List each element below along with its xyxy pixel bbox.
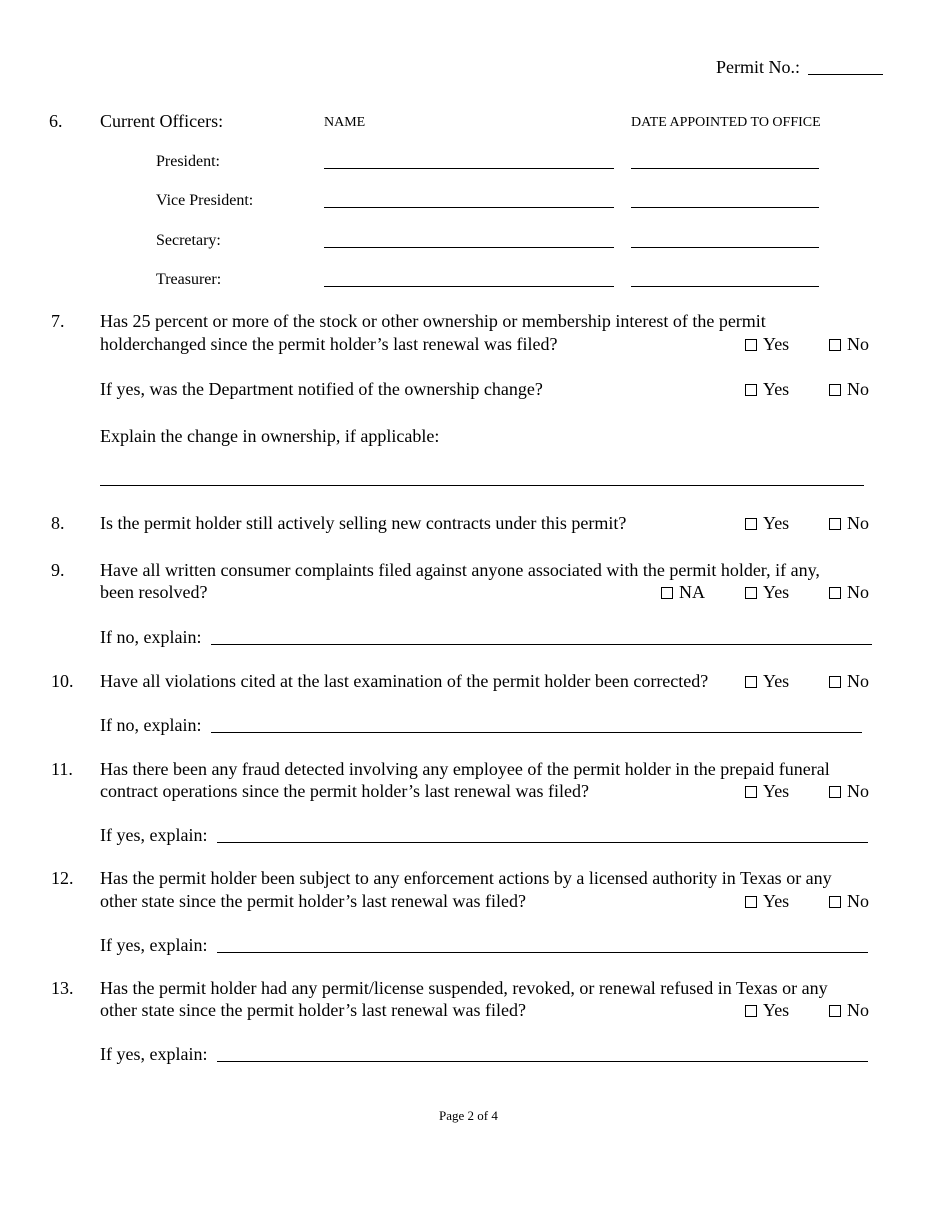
q10-no-checkbox[interactable]: No bbox=[829, 671, 869, 692]
checkbox-icon bbox=[829, 339, 841, 351]
checkbox-icon bbox=[829, 676, 841, 688]
q10-yes-checkbox[interactable]: Yes bbox=[745, 671, 789, 692]
q10-text: Have all violations cited at the last examination of the permit holder been corrected? bbox=[100, 671, 709, 691]
officer-label-secretary: Secretary: bbox=[156, 232, 221, 249]
checkbox-icon bbox=[745, 339, 757, 351]
name-column-header: NAME bbox=[324, 115, 366, 130]
q9-number: 9. bbox=[51, 560, 65, 580]
q11-number: 11. bbox=[51, 759, 73, 779]
q7-text-line1: Has 25 percent or more of the stock or other ownership or membership interest of the permit bbox=[100, 311, 766, 331]
treasurer-date-field[interactable] bbox=[631, 286, 819, 287]
checkbox-icon bbox=[829, 896, 841, 908]
q8-number: 8. bbox=[51, 513, 65, 533]
q11-yes-checkbox[interactable]: Yes bbox=[745, 781, 789, 802]
checkbox-icon bbox=[745, 896, 757, 908]
q7-notified-yes-checkbox[interactable]: Yes bbox=[745, 379, 789, 400]
q11-text-line2: contract operations since the permit holder’s last renewal was filed? bbox=[100, 781, 589, 801]
q11-explain-field[interactable] bbox=[217, 842, 868, 843]
q12-text-line2: other state since the permit holder’s last renewal was filed? bbox=[100, 891, 527, 911]
q9-no-checkbox[interactable]: No bbox=[829, 582, 869, 603]
q7-no-checkbox[interactable]: No bbox=[829, 334, 869, 355]
q12-text-line1: Has the permit holder been subject to any enforcement actions by a licensed authority in Texas or any bbox=[100, 868, 832, 888]
q13-explain-field[interactable] bbox=[217, 1061, 868, 1062]
q7-sub-question: If yes, was the Department notified of the ownership change? bbox=[100, 379, 543, 399]
checkbox-icon bbox=[745, 384, 757, 396]
q9-explain-field[interactable] bbox=[211, 644, 872, 645]
q10-explain-field[interactable] bbox=[211, 732, 862, 733]
checkbox-icon bbox=[829, 518, 841, 530]
secretary-date-field[interactable] bbox=[631, 247, 819, 248]
q8-text: Is the permit holder still actively selling new contracts under this permit? bbox=[100, 513, 627, 533]
q7-yes-checkbox[interactable]: Yes bbox=[745, 334, 789, 355]
page-number: Page 2 of 4 bbox=[439, 1108, 498, 1123]
president-name-field[interactable] bbox=[324, 168, 614, 169]
q13-explain-label: If yes, explain: bbox=[100, 1044, 208, 1064]
checkbox-icon bbox=[829, 384, 841, 396]
q11-explain-label: If yes, explain: bbox=[100, 825, 208, 845]
q9-explain-label: If no, explain: bbox=[100, 627, 202, 647]
checkbox-icon bbox=[829, 1005, 841, 1017]
officer-label-president: President: bbox=[156, 153, 220, 170]
secretary-name-field[interactable] bbox=[324, 247, 614, 248]
checkbox-icon bbox=[661, 587, 673, 599]
q12-yes-checkbox[interactable]: Yes bbox=[745, 891, 789, 912]
checkbox-icon bbox=[829, 587, 841, 599]
q12-number: 12. bbox=[51, 868, 74, 888]
permit-number-label: Permit No.: bbox=[716, 57, 800, 77]
q10-explain-label: If no, explain: bbox=[100, 715, 202, 735]
q7-notified-no-checkbox[interactable]: No bbox=[829, 379, 869, 400]
checkbox-icon bbox=[745, 676, 757, 688]
q6-number: 6. bbox=[49, 111, 63, 131]
treasurer-name-field[interactable] bbox=[324, 286, 614, 287]
q8-no-checkbox[interactable]: No bbox=[829, 513, 869, 534]
q13-yes-checkbox[interactable]: Yes bbox=[745, 1000, 789, 1021]
q11-text-line1: Has there been any fraud detected involving any employee of the permit holder in the prepaid funeral bbox=[100, 759, 830, 779]
checkbox-icon bbox=[829, 786, 841, 798]
q9-text-line1: Have all written consumer complaints filed against anyone associated with the permit holder, if any, bbox=[100, 560, 820, 580]
q9-na-checkbox[interactable]: NA bbox=[661, 582, 705, 603]
q13-text-line1: Has the permit holder had any permit/license suspended, revoked, or renewal refused in Texas or any bbox=[100, 978, 828, 998]
officer-label-treasurer: Treasurer: bbox=[156, 271, 222, 288]
q12-explain-label: If yes, explain: bbox=[100, 935, 208, 955]
q12-no-checkbox[interactable]: No bbox=[829, 891, 869, 912]
q7-number: 7. bbox=[51, 311, 65, 331]
q9-yes-checkbox[interactable]: Yes bbox=[745, 582, 789, 603]
q7-text-line2: holderchanged since the permit holder’s last renewal was filed? bbox=[100, 334, 558, 354]
checkbox-icon bbox=[745, 518, 757, 530]
q7-explain-field[interactable] bbox=[100, 485, 864, 486]
q11-no-checkbox[interactable]: No bbox=[829, 781, 869, 802]
permit-number-field[interactable] bbox=[808, 74, 883, 75]
officer-label-vice-president: Vice President: bbox=[156, 192, 254, 209]
checkbox-icon bbox=[745, 786, 757, 798]
q8-yes-checkbox[interactable]: Yes bbox=[745, 513, 789, 534]
q7-explain-label: Explain the change in ownership, if applicable: bbox=[100, 426, 440, 446]
q13-no-checkbox[interactable]: No bbox=[829, 1000, 869, 1021]
vice-president-name-field[interactable] bbox=[324, 207, 614, 208]
q13-text-line2: other state since the permit holder’s last renewal was filed? bbox=[100, 1000, 527, 1020]
q10-number: 10. bbox=[51, 671, 74, 691]
president-date-field[interactable] bbox=[631, 168, 819, 169]
q12-explain-field[interactable] bbox=[217, 952, 868, 953]
checkbox-icon bbox=[745, 587, 757, 599]
date-column-header: DATE APPOINTED TO OFFICE bbox=[631, 115, 821, 130]
q9-text-line2: been resolved? bbox=[100, 582, 208, 602]
q13-number: 13. bbox=[51, 978, 74, 998]
q6-title: Current Officers: bbox=[100, 111, 224, 131]
vice-president-date-field[interactable] bbox=[631, 207, 819, 208]
checkbox-icon bbox=[745, 1005, 757, 1017]
